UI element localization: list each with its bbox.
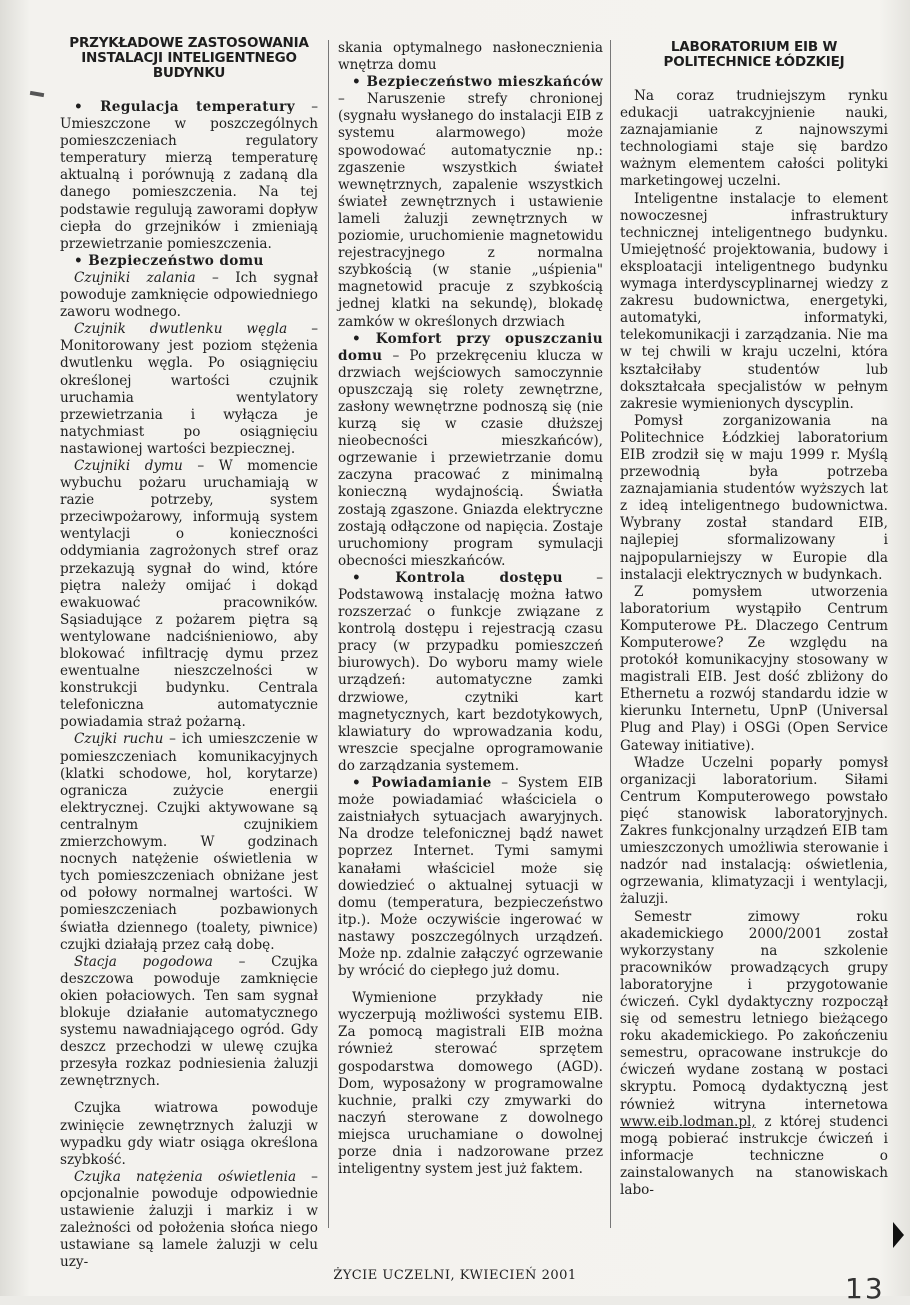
paragraph: skania optymalnego nasłonecznienia wnętrza domu <box>338 40 603 74</box>
paragraph: Czujniki zalania – Ich sygnał powoduje zamknięcie odpowiedniego zaworu wodnego. <box>60 269 319 321</box>
page-footer: ŻYCIE UCZELNI, KWIECIEŃ 2001 <box>333 1268 577 1283</box>
sensor-name: Czujniki dymu <box>74 457 183 474</box>
paragraph: Z pomysłem utworzenia laboratorium wystąpiło Centrum Komputerowe PŁ. Dlaczego Centrum Komputerowe? Ze względu na protokół komunikacyjny stosowany w magistrali EIB. Jest dość zbliżony do Ethernetu a rozwój standardu idzie w kierunku Internetu, UpnP (Universal Plug and Play) i OSGi (Open Service Gateway initiative). <box>620 583 888 754</box>
paragraph: Pomysł zorganizowania na Politechnice Łódzkiej laboratorium EIB zrodził się w maju 1999 r. Myślą przewodnią była potrzeba zaznajamiania studentów wyższych lat z ideą inteligentnego budownictwa. Wybrany został standard EIB, najlepiej sformalizowany i najpopularniejszy w Europie dla instalacji elektrycznych w budynkach. <box>620 412 888 583</box>
page-number: 13 <box>845 1272 885 1305</box>
section-heading: • Bezpieczeństwo mieszkańców <box>352 74 603 90</box>
paragraph: Czujnik dwutlenku węgla – Monitorowany jest poziom stężenia dwutlenku węgla. Po osiągnięciu określonej wartości czujnik uruchamia wentylatory przewietrzania i wyłącza je natychmiast po osiągnięciu nastawionej wartości bezpiecznej. <box>60 321 318 457</box>
paragraph <box>60 253 318 270</box>
paragraph: • Komfort przy opuszczaniu domu – Po przekręceniu klucza w drzwiach wejściowych samoczynnie opuszczają się rolety zewnętrzne, zasłony wewnętrzne podnoszą się (nie kurzą się w czasie dłuższej nieobecności mieszkańców), ogrzewanie i przewietrzanie domu zaczyna pracować z minimalną konieczną wydajnością. Światła zostają zgaszone. Gniazda elektryczne zostają odłączone od napięcia. Zostaje uruchomiony program symulacji obecności mieszkańców. <box>338 331 603 570</box>
section-heading: • Powiadamianie <box>352 775 492 791</box>
column-3 <box>620 40 888 1199</box>
paragraph: Na coraz trudniejszym rynku edukacji uatrakcyjnienie nauki, zaznajamianie z najnowszymi technologiami staje się bardzo ważnym elementem całości polityki marketingowej uczelni. <box>620 88 888 190</box>
article-title-laboratory: LABORATORIUM EIB W POLITECHNICE ŁÓDZKIEJ <box>663 39 845 70</box>
article-title-examples: PRZYKŁADOWE ZASTOSOWANIA INSTALACJI INTELIGENTNEGO BUDYNKU <box>69 35 309 81</box>
paragraph: • Bezpieczeństwo mieszkańców – Naruszenie strefy chronionej (sygnału wysłanego do instalacji EIB z systemu alarmowego) może spowodować automatycznie np.: zgaszenie wszystkich świateł wewnętrznych, zapalenie wszystkich świateł zewnętrznych i ustawienie lameli żaluzji zewnętrznych w poziomie, uruchomienie magnetowidu rejestracyjnego z normalna szybkością (w stanie „uśpienia" magnetowid pracuje z szybkością jednej klatki na sekundę), blokadę zamków w określonych drzwiach <box>338 74 603 330</box>
paragraph: Czujka wiatrowa powoduje zwinięcie zewnętrznych żaluzji w wypadku gdy wiatr osiąga określona szybkość. <box>60 1100 318 1168</box>
paragraph: Inteligentne instalacje to element nowoczesnej infrastruktury technicznej inteligentnego budynku. Umiejętność projektowania, budowy i eksploatacji inteligentnego budynku wymaga interdyscyplinarnej wiedzy z zakresu budownictwa, energetyki, automatyki, informatyki, telekomunikacji i zarządzania. Nie ma w tej chwili w kraju uczelni, która kształciłaby studentów lub dokształcała specjalistów w pełnym zakresie wymienionych dyscyplin. <box>620 190 888 412</box>
section-heading: • Komfort przy opuszczaniu domu <box>338 331 603 364</box>
sensor-name: Czujki ruchu <box>74 731 164 748</box>
paragraph: Czujka natężenia oświetlenia – opcjonalnie powoduje odpowiednie ustawienie żaluzji i markiz i w zależności od położenia słońca niego ustawiane są lamele żaluzji w celu uzy- <box>60 1168 318 1271</box>
website-link[interactable]: www.eib.lodman.pl, <box>620 1113 756 1130</box>
scan-mark <box>30 91 44 97</box>
paragraph: Czujniki dymu – W momencie wybuchu pożaru uruchamiają w razie potrzeby, system przeciwpożarowy, informują system wentylacji o konieczności oddymiania zagrożonych stref oraz przekazują sygnał do wind, które piętra należy omijać i dokąd ewakuować pracowników. Sąsiadujące z pożarem piętra są wentylowane nadciśnieniowo, aby blokować infiltrację dymu przez ewentualne nieszczelności w konstrukcji budynku. Centrala telefoniczna automatycznie powiadamia straż pożarną. <box>60 457 318 731</box>
column-divider <box>328 40 329 1228</box>
sensor-name: Czujniki zalania <box>74 269 196 286</box>
paragraph: • Powiadamianie – System EIB może powiadamiać właściciela o zaistniałych sytuacjach awaryjnych. Na drodze telefonicznej bądź nawet poprzez Internet. Tymi samymi kanałami właściciel może się dowiedzieć o aktualnej sytuacji w domu (temperatura, bezpieczeństwo itp.). Może oczywiście ingerować w nastawy poszczególnych urządzeń. Może np. zdalnie załączyć ogrzewanie by wrócić do ciepłego już domu. <box>338 775 603 980</box>
right-triangle-icon <box>893 1222 904 1248</box>
column-divider <box>610 40 611 1228</box>
paragraph: Władze Uczelni poparły pomysł organizacji laboratorium. Siłami Centrum Komputerowego powstało pięć stanowisk laboratoryjnych. Zakres funkcjonalny urządzeń EIB tam umieszczonych umożliwia sterowanie i nadzór nad instalacją: oświetlenia, ogrzewania, klimatyzacji i wentylacji, żaluzji. <box>620 754 888 908</box>
sensor-name: Stacja pogodowa <box>74 953 213 970</box>
section-heading: • Bezpieczeństwo domu <box>74 253 264 269</box>
sensor-name: Czujka natężenia oświetlenia <box>74 1168 297 1185</box>
sensor-name: Czujnik dwutlenku węgla <box>74 321 288 338</box>
paragraph: Stacja pogodowa – Czujka deszczowa powoduje zamknięcie okien połaciowych. Ten sam sygnał blokuje działanie automatycznego systemu nawadniającego ogród. Gdy deszcz przechodzi w ulewę czujka przesyła rozkaz podniesienia żaluzji zewnętrznych. <box>60 953 318 1090</box>
paragraph: Wymienione przykłady nie wyczerpują możliwości systemu EIB. Za pomocą magistrali EIB można również sterować sprzętem gospodarstwa domowego (AGD). Dom, wyposażony w programowalne kuchnie, pralki czy zmywarki do naczyń sterowane z dowolnego miejsca uruchamiane o dowolnej porze dnia i nadzorowane przez inteligentny system jest już faktem. <box>338 990 603 1178</box>
section-heading: • Regulacja temperatury <box>74 99 295 115</box>
section-heading: • Kontrola dostępu <box>352 570 563 586</box>
paragraph: Semestr zimowy roku akademickiego 2000/2001 został wykorzystany na szkolenie pracowników prowadzących grupy laboratoryjne i przygotowanie ćwiczeń. Cykl dydaktyczny rozpoczął się od semestru letniego bieżącego roku akademickiego. Po zakończeniu semestru, opracowane instrukcje do ćwiczeń wydane zostaną w postaci skryptu. Pomocą dydaktyczną jest również witryna internetowa www.eib.lodman.pl, z której studenci mogą pobierać instrukcje ćwiczeń i informacje techniczne o zainstalowanych na stanowiskach labo- <box>620 908 888 1198</box>
paragraph: • Kontrola dostępu – Podstawową instalację można łatwo rozszerzać o funkcje związane z kontrolą dostępu i rejestracją czasu pracy (w przypadku pomieszczeń biurowych). Do wyboru mamy wiele urządzeń: automatyczne zamki drzwiowe, czytniki kart magnetycznych, kart bezdotykowych, klawiatury do wprowadzania kodu, wreszcie specjalne oprogramowanie do zarządzania systemem. <box>338 570 603 775</box>
column-1 <box>60 36 318 1271</box>
paragraph: • Regulacja temperatury – Umieszczone w poszczególnych pomieszczeniach regulatory temperatury mierzą temperaturę aktualną i porównują z zadaną dla danego pomieszczenia. Na tej podstawie regulują zaworami dopływ ciepła do grzejników i zmieniają przewietrzanie pomieszczenia. <box>60 99 318 253</box>
column-2 <box>338 40 603 1178</box>
paragraph: Czujki ruchu – ich umieszczenie w pomieszczeniach komunikacyjnych (klatki schodowe, hol, korytarze) ogranicza zużycie energii elektrycznej. Czujki aktywowane są centralnym czujnikiem zmierzchowym. W godzinach nocnych natężenie oświetlenia w tych pomieszczeniach obniżane jest od połowy normalnej wartości. W pomieszczeniach pozbawionych światła dziennego (toalety, piwnice) czujki działają przez całą dobę. <box>60 731 318 953</box>
